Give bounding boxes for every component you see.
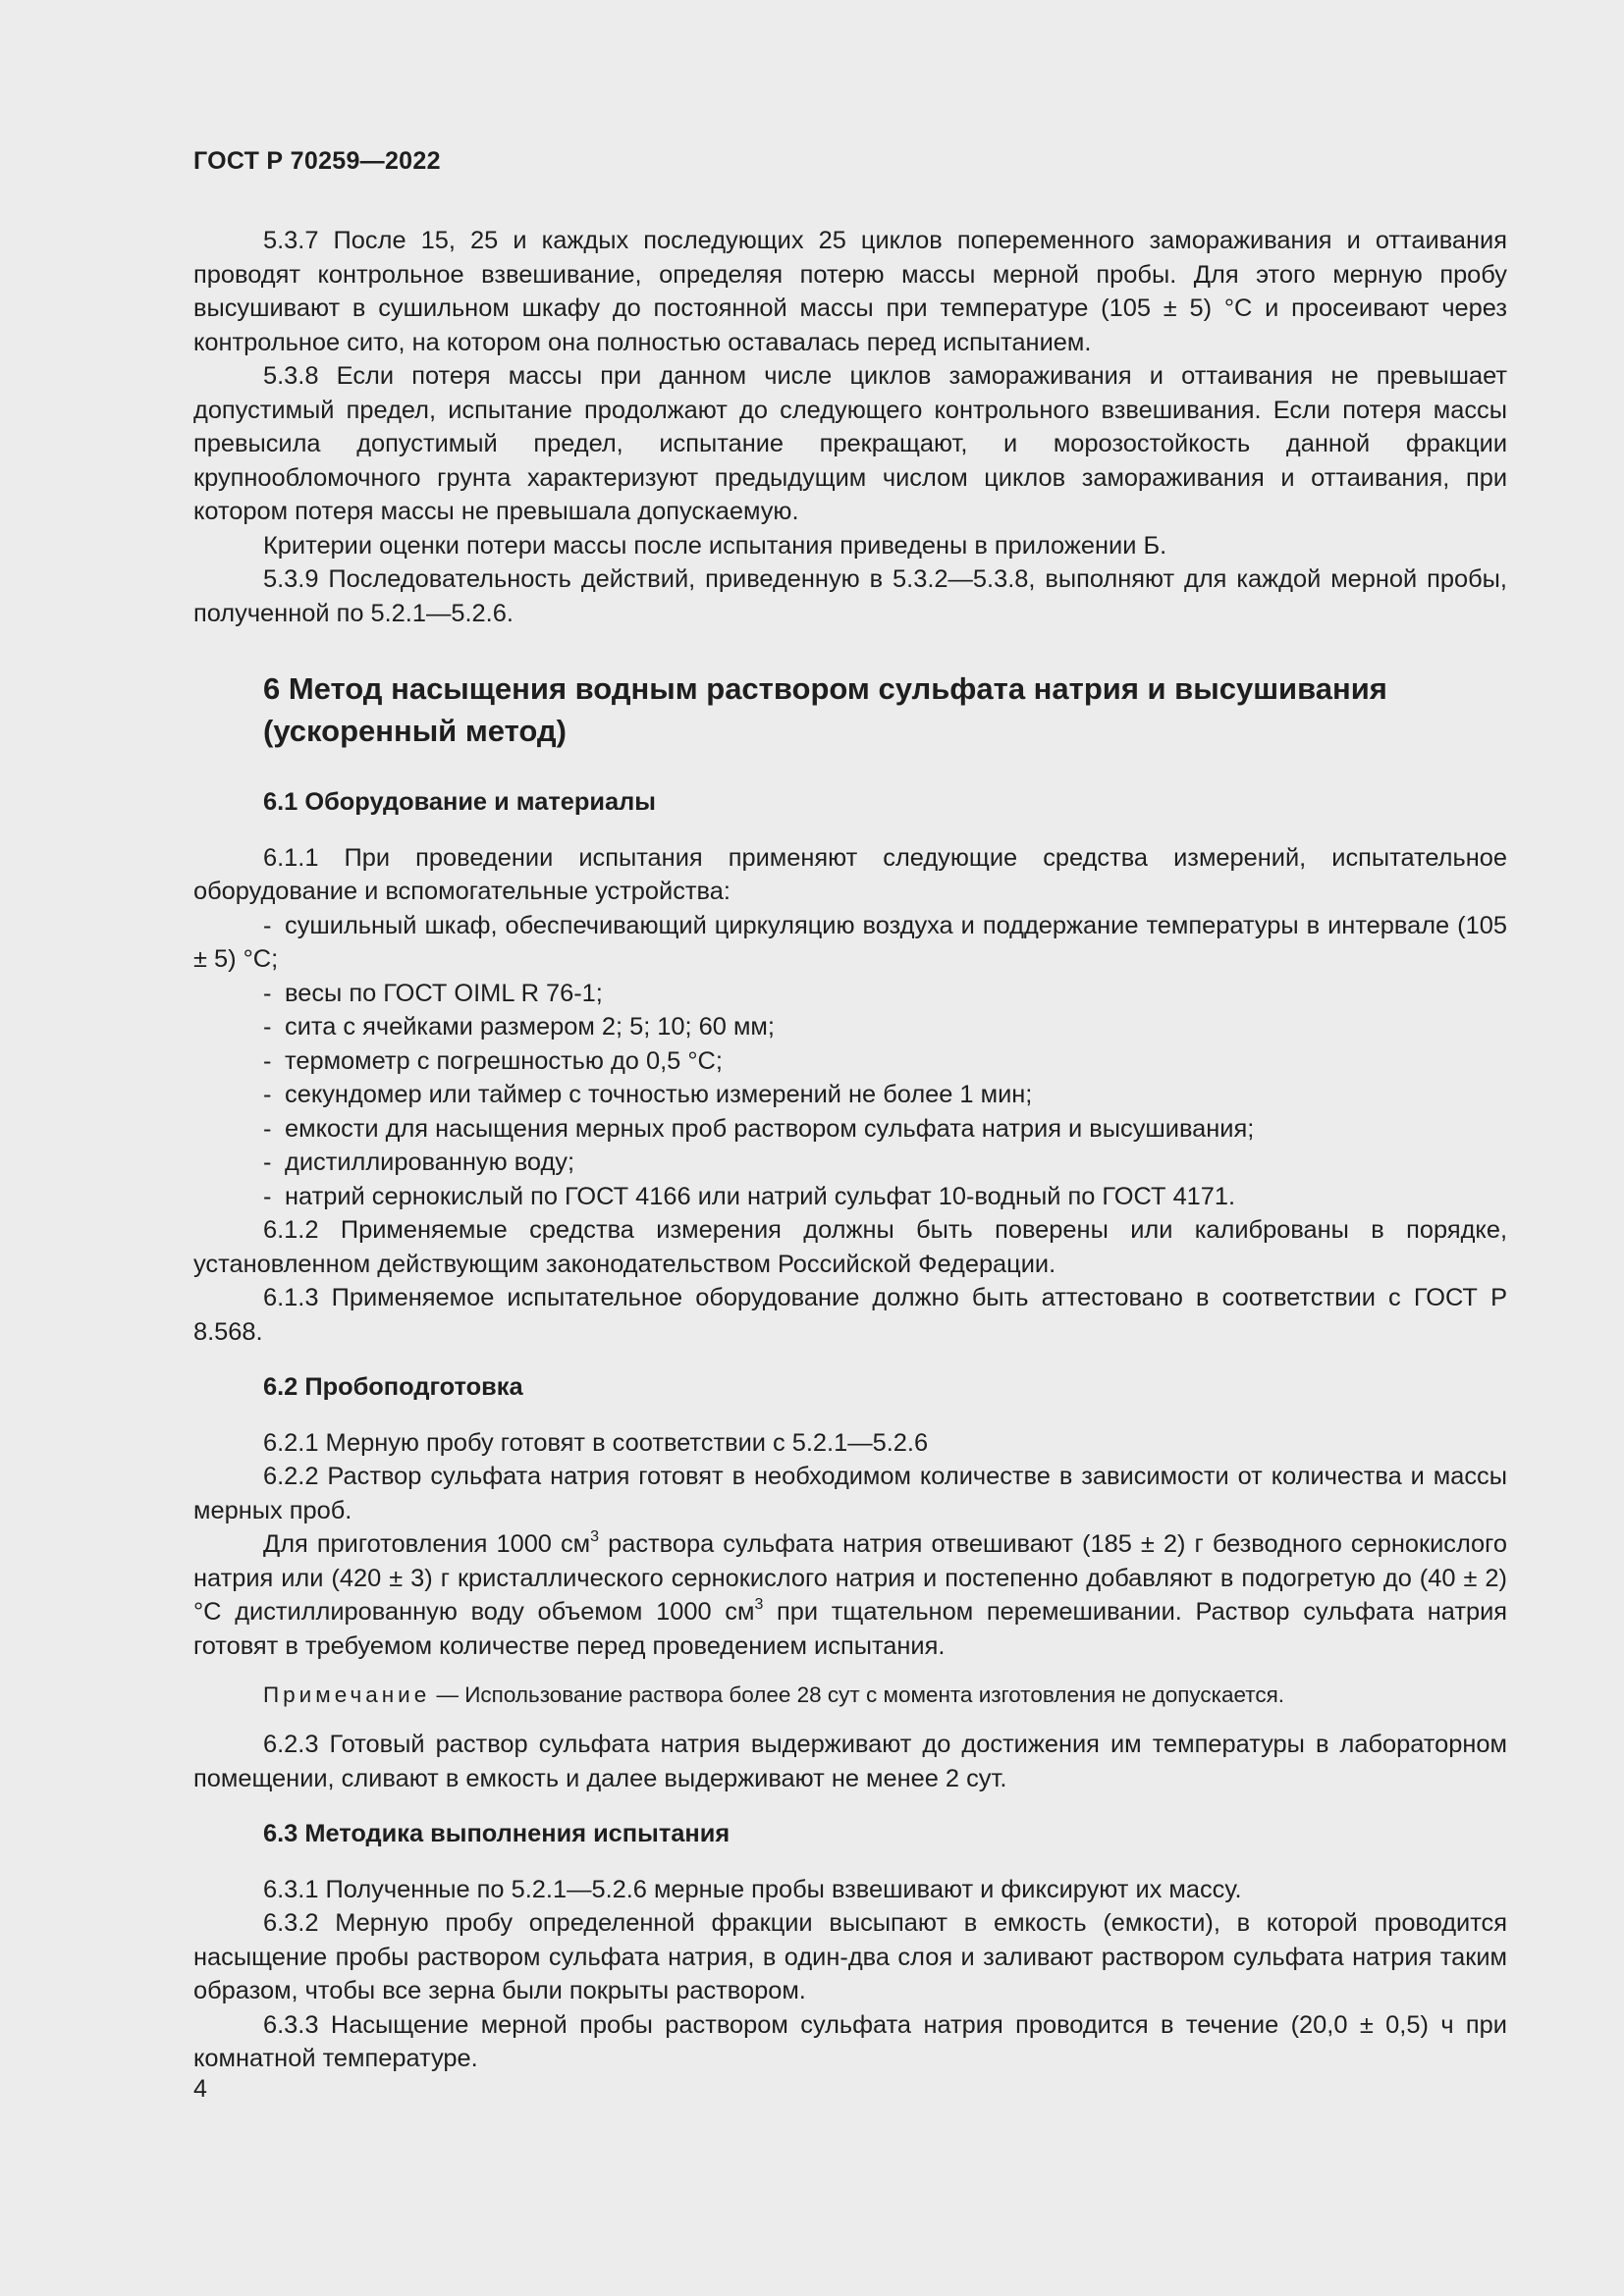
note-label: Примечание <box>263 1682 431 1707</box>
equipment-list <box>193 909 1507 1214</box>
subsection-6-3-heading: 6.3 Методика выполнения испытания <box>263 1820 731 1847</box>
clause-6-3-1: 6.3.1 Полученные по 5.2.1—5.2.6 мерные пробы взвешивают и фиксируют их массу. <box>263 1875 1242 1903</box>
clause-6-2-2: 6.2.2 Раствор сульфата натрия готовят в необходимом количестве в зависимости от количества и массы мерных проб. <box>193 1463 1507 1524</box>
subsection-6-2-heading: 6.2 Пробоподготовка <box>263 1373 523 1401</box>
note-text: — Использование раствора более 28 сут с момента изготовления не допускается. <box>430 1682 1284 1707</box>
list-item: - сита с ячейками размером 2; 5; 10; 60 мм; <box>193 1010 1507 1044</box>
list-item: - емкости для насыщения мерных проб раствором сульфата натрия и высушивания; <box>193 1112 1507 1147</box>
clause-6-3-2: 6.3.2 Мерную пробу определенной фракции высыпают в емкость (емкости), в которой проводится насыщение пробы раствором сульфата натрия, в один-два слоя и заливают раствором сульфата натрия таким образом, чтобы все зерна были покрыты раствором. <box>193 1909 1507 2004</box>
list-dash: - <box>263 911 272 939</box>
list-dash: - <box>263 1182 272 1210</box>
list-item: - сушильный шкаф, обеспечивающий циркуляцию воздуха и поддержание температуры в интервале (105 ± 5) °С; <box>193 909 1507 977</box>
list-dash: - <box>263 1081 272 1108</box>
list-dash: - <box>263 1148 272 1176</box>
list-dash: - <box>263 1046 272 1075</box>
clause-6-1-2: 6.1.2 Применяемые средства измерения должны быть поверены или калиброваны в порядке, установленном действующим законодательством Российской Федерации. <box>193 1216 1507 1278</box>
document-body <box>193 224 1507 2076</box>
clause-6-2-2-solution: Для приготовления 1000 $см^3$ раствора сульфата натрия отвешивают (185 ± 2) г безводного сернокислого натрия или (420 ± 3) г кристаллического сернокислого натрия и постепенно добавляют в подогретую до (40 ± 2) °С дистиллированную воду объемом 1000 $см^3$ при тщательном перемешивании. Раствор сульфата натрия готовят в требуемом количестве перед проведением испытания. <box>193 1528 1508 1660</box>
clause-6-3-3: 6.3.3 Насыщение мерной пробы раствором сульфата натрия проводится в течение (20,0 ± 0,5) ч при комнатной температуре. <box>193 2010 1507 2072</box>
clause-5-3-9: 5.3.9 Последовательность действий, приведенную в 5.3.2—5.3.8, выполняют для каждой мерной пробы, полученной по 5.2.1—5.2.6. <box>193 565 1507 627</box>
clause-6-2-3: 6.2.3 Готовый раствор сульфата натрия выдерживают до достижения им температуры в лабораторном помещении, сливают в емкость и далее выдерживают не менее 2 сут. <box>193 1731 1507 1792</box>
page-number: 4 <box>193 2075 207 2103</box>
list-dash: - <box>263 1114 272 1143</box>
clause-5-3-7: 5.3.7 После 15, 25 и каждых последующих 25 циклов попеременного замораживания и оттаивания проводят контрольное взвешивание, определяя потерю массы мерной пробы. Для этого мерную пробу высушивают в сушильном шкафу до постоянной массы при температуре (105 ± 5) °С и просеивают через контрольное сито, на котором она полностью оставалась перед испытанием. <box>193 227 1507 356</box>
clause-6-2-1: 6.2.1 Мерную пробу готовят в соответствии с 5.2.1—5.2.6 <box>263 1428 929 1457</box>
list-item: - термометр с погрешностью до 0,5 °С; <box>193 1044 1507 1079</box>
list-item: - дистиллированную воду; <box>193 1146 1507 1180</box>
list-item: - секундомер или таймер с точностью измерений не более 1 мин; <box>193 1078 1507 1112</box>
list-item: - весы по ГОСТ OIML R 76-1; <box>193 977 1507 1011</box>
clause-6-1-1: 6.1.1 При проведении испытания применяют следующие средства измерений, испытательное оборудование и вспомогательные устройства: <box>193 843 1507 905</box>
subsection-6-1-heading: 6.1 Оборудование и материалы <box>263 788 656 816</box>
clause-6-1-3: 6.1.3 Применяемое испытательное оборудование должно быть аттестовано в соответствии с ГОСТ Р 8.568. <box>193 1284 1507 1346</box>
clause-5-3-8-criteria: Критерии оценки потери массы после испытания приведены в приложении Б. <box>263 531 1167 560</box>
list-item: - натрий сернокислый по ГОСТ 4166 или натрий сульфат 10-водный по ГОСТ 4171. <box>193 1180 1507 1214</box>
list-dash: - <box>263 979 272 1007</box>
document-code-header: ГОСТ Р 70259—2022 <box>193 147 441 175</box>
section-6-heading: 6 Метод насыщения водным раствором сульфата натрия и высушивания (ускоренный метод) <box>263 671 1387 748</box>
list-dash: - <box>263 1013 272 1041</box>
note <box>193 1679 1507 1712</box>
clause-5-3-8: 5.3.8 Если потеря массы при данном числе циклов замораживания и оттаивания не превышает допустимый предел, испытание продолжают до следующего контрольного взвешивания. Если потеря массы превысила допустимый предел, испытание прекращают, и морозостойкость данной фракции крупнообломочного грунта характеризуют предыдущим числом циклов замораживания и оттаивания, при котором потеря массы не превышала допускаемую. <box>193 362 1507 525</box>
